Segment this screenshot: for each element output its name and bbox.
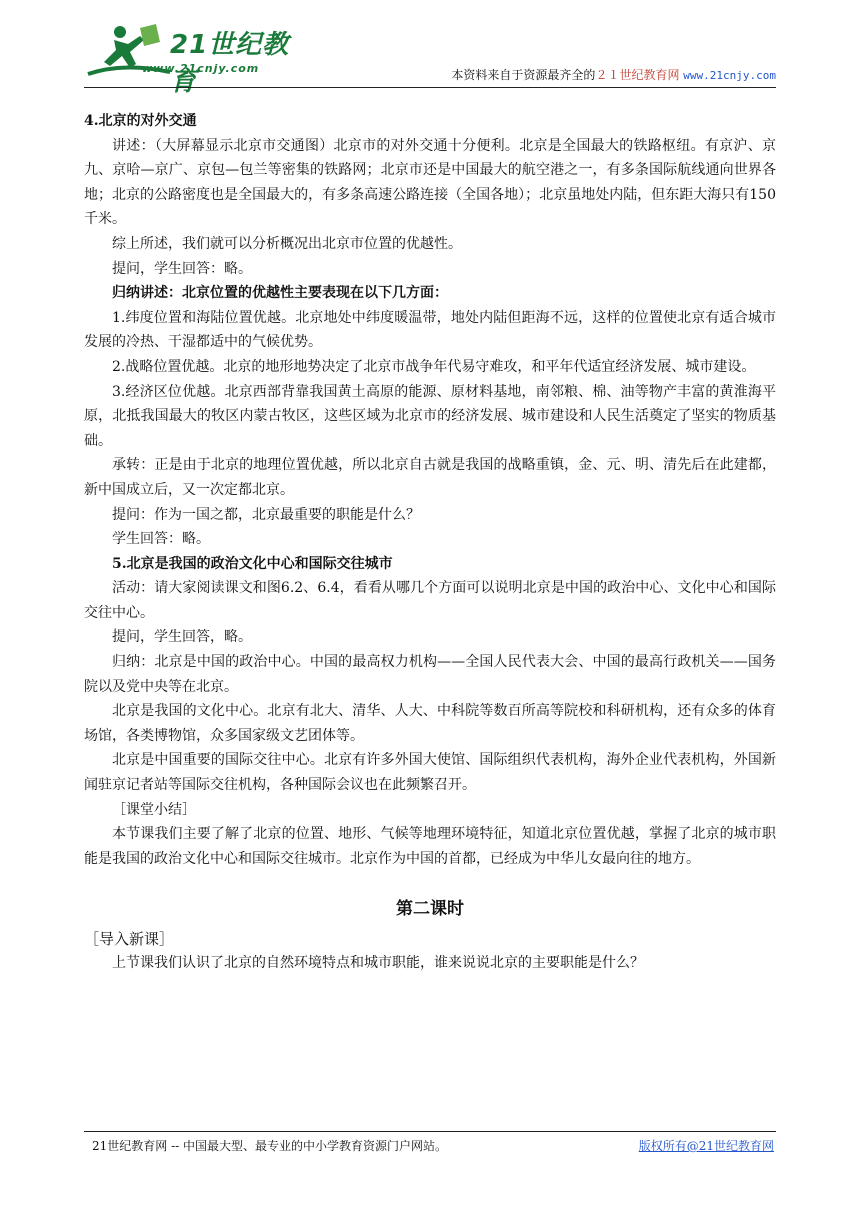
paragraph: 活动：请大家阅读课文和图6.2、6.4，看看从哪几个方面可以说明北京是中国的政治中心、文化中心和国际交往中心。 — [84, 580, 776, 621]
paragraph: 提问，学生回答，略。 — [112, 629, 252, 646]
source-prefix: 本资料来自于资源最齐全的 — [451, 68, 596, 82]
footer-note: 21世纪教育网 -- 中国最大型、最专业的中小学教育资源门户网站。 — [92, 1139, 448, 1153]
source-url-link[interactable]: www.21cnjy.com — [683, 69, 776, 82]
logo-text: 21世纪教育 — [170, 30, 290, 97]
header-divider — [84, 87, 776, 88]
site-logo[interactable] — [84, 22, 304, 97]
paragraph: 1.纬度位置和海陆位置优越。北京地处中纬度暖温带，地处内陆但距海不远，这样的位置使北京有适合城市发展的冷热、干湿都适中的气候优势。 — [84, 309, 776, 351]
paragraph: 北京是我国的文化中心。北京有北大、清华、人大、中科院等数百所高等院校和科研机构，还有众多的体育场馆，各类博物馆，众多国家级文艺团体等。 — [84, 703, 776, 744]
copyright-link[interactable]: 版权所有@21世纪教育网 — [638, 1139, 774, 1153]
paragraph: 北京是中国重要的国际交往中心。北京有许多外国大使馆、国际组织代表机构，海外企业代表机构，外国新闻驻京记者站等国际交往机构，各种国际会议也在此频繁召开。 — [84, 752, 776, 794]
paragraph: 提问，学生回答：略。 — [112, 260, 252, 277]
section-heading-5: 5.北京是我国的政治文化中心和国际交往城市 — [112, 555, 393, 572]
section-heading-4: 4.北京的对外交通 — [84, 113, 197, 129]
summary-heading: 归纳讲述：北京位置的优越性主要表现在以下几方面： — [112, 285, 448, 302]
intro-label: ［导入新课］ — [84, 930, 175, 949]
paragraph: 承转：正是由于北京的地理位置优越，所以北京自古就是我国的战略重镇，金、元、明、清先后在此建都，新中国成立后，又一次定都北京。 — [84, 457, 776, 498]
paragraph: 归纳：北京是中国的政治中心。中国的最高权力机构——全国人民代表大会、中国的最高行政机关——国务院以及党中央等在北京。 — [84, 654, 776, 695]
source-site-link[interactable]: ２１世纪教育网 — [595, 68, 680, 82]
source-note — [451, 66, 776, 83]
paragraph: 综上所述，我们就可以分析概况出北京市位置的优越性。 — [112, 235, 462, 252]
class-summary-label: ［课堂小结］ — [112, 801, 196, 818]
footer-divider — [84, 1131, 776, 1132]
logo-url: www.21cnjy.com — [142, 62, 260, 75]
paragraph: 提问：作为一国之都，北京最重要的职能是什么？ — [112, 506, 420, 523]
paragraph: 上节课我们认识了北京的自然环境特点和城市职能，谁来说说北京的主要职能是什么？ — [112, 955, 644, 972]
paragraph: 2.战略位置优越。北京的地形地势决定了北京市战争年代易守难攻，和平年代适宜经济发展、城市建设。 — [112, 358, 756, 375]
paragraph: 本节课我们主要了解了北京的位置、地形、气候等地理环境特征，知道北京位置优越，掌握了北京的城市职能是我国的政治文化中心和国际交往城市。北京作为中国的首都，已经成为中华儿女最向往的地方。 — [84, 826, 776, 867]
page-header — [84, 22, 776, 97]
paragraph: 3.经济区位优越。北京西部背靠我国黄土高原的能源、原材料基地，南邻粮、棉、油等物产丰富的黄淮海平原，北抵我国最大的牧区内蒙古牧区，这些区域为北京市的经济发展、城市建设和人民生活奠定了坚实的物质基础。 — [84, 383, 776, 449]
paragraph: 讲述：（大屏幕显示北京市交通图）北京市的对外交通十分便利。北京是全国最大的铁路枢纽。有京沪、京九、京哈—京广、京包—包兰等密集的铁路网；北京市还是中国最大的航空港之一，有多条国际航线通向世界各地；北京的公路密度也是全国最大的，有多条高速公路连接（全国各地）；北京虽地处内陆，但东距大海只有150千米。 — [84, 137, 776, 228]
paragraph: 学生回答：略。 — [112, 531, 210, 548]
document-body — [84, 109, 776, 976]
lesson-2-title: 第二课时 — [396, 899, 464, 920]
